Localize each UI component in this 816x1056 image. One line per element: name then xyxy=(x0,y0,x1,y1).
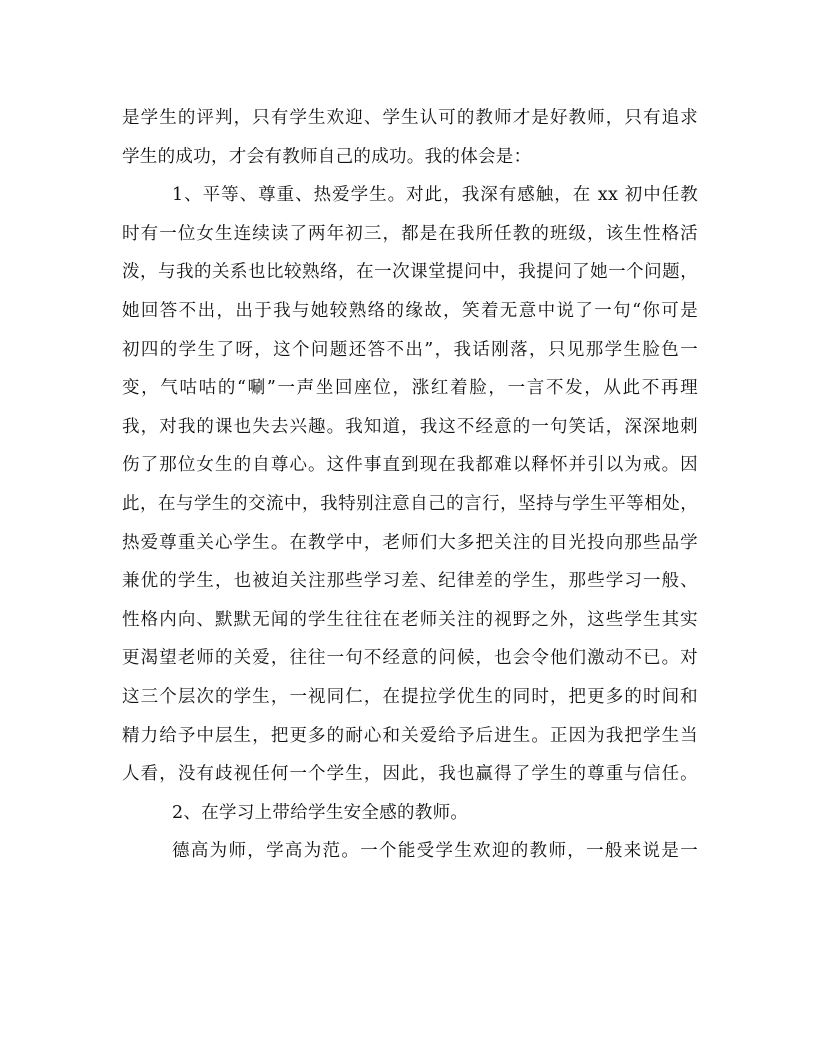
text-line: 她回答不出，出于我与她较熟络的缘故，笑着无意中说了一句“你可是 xyxy=(122,300,698,321)
text-line: 初四的学生了呀，这个问题还答不出”，我话刚落，只见那学生脸色一 xyxy=(122,339,698,360)
text-line: 我，对我的课也失去兴趣。我知道，我这不经意的一句笑话，深深地刺 xyxy=(122,416,698,437)
text-line: 是学生的评判，只有学生欢迎、学生认可的教师才是好教师，只有追求 xyxy=(122,108,698,128)
text-line: 这三个层次的学生，一视同仁，在提拉学优生的同时，把更多的时间和 xyxy=(122,686,698,707)
text-line: 2、在学习上带给学生安全感的教师。 xyxy=(172,802,469,823)
text-line: 热爱尊重关心学生。在教学中，老师们大多把关注的目光投向那些品学 xyxy=(122,532,698,553)
text-line: 人看，没有歧视任何一个学生，因此，我也赢得了学生的尊重与信任。 xyxy=(122,764,698,785)
text-line: 1、平等、尊重、热爱学生。对此，我深有感触，在 xx 初中任教 xyxy=(172,185,698,206)
text-line: 更渴望老师的关爱，往往一句不经意的问候，也会令他们激动不已。对 xyxy=(122,648,698,669)
text-line: 泼，与我的关系也比较熟络，在一次课堂提问中，我提问了她一个问题， xyxy=(122,262,698,283)
text-line: 德高为师，学高为范。一个能受学生欢迎的教师，一般来说是一 xyxy=(172,841,698,862)
text-line: 伤了那位女生的自尊心。这件事直到现在我都难以释怀并引以为戒。因 xyxy=(122,455,698,476)
text-line: 变，气咕咕的“唰”一声坐回座位，涨红着脸，一言不发，从此不再理 xyxy=(122,378,698,399)
text-line: 时有一位女生连续读了两年初三，都是在我所任教的班级，该生性格活 xyxy=(122,223,698,244)
text-line: 性格内向、默默无闻的学生往往在老师关注的视野之外，这些学生其实 xyxy=(122,609,698,630)
text-line: 精力给予中层生，把更多的耐心和关爱给予后进生。正因为我把学生当 xyxy=(122,725,698,746)
text-line: 此，在与学生的交流中，我特别注意自己的言行，坚持与学生平等相处， xyxy=(122,493,698,514)
text-line: 兼优的学生，也被迫关注那些学习差、纪律差的学生，那些学习一般、 xyxy=(122,571,698,592)
text-line: 学生的成功，才会有教师自己的成功。我的体会是： xyxy=(122,146,532,167)
body-text xyxy=(122,99,698,871)
